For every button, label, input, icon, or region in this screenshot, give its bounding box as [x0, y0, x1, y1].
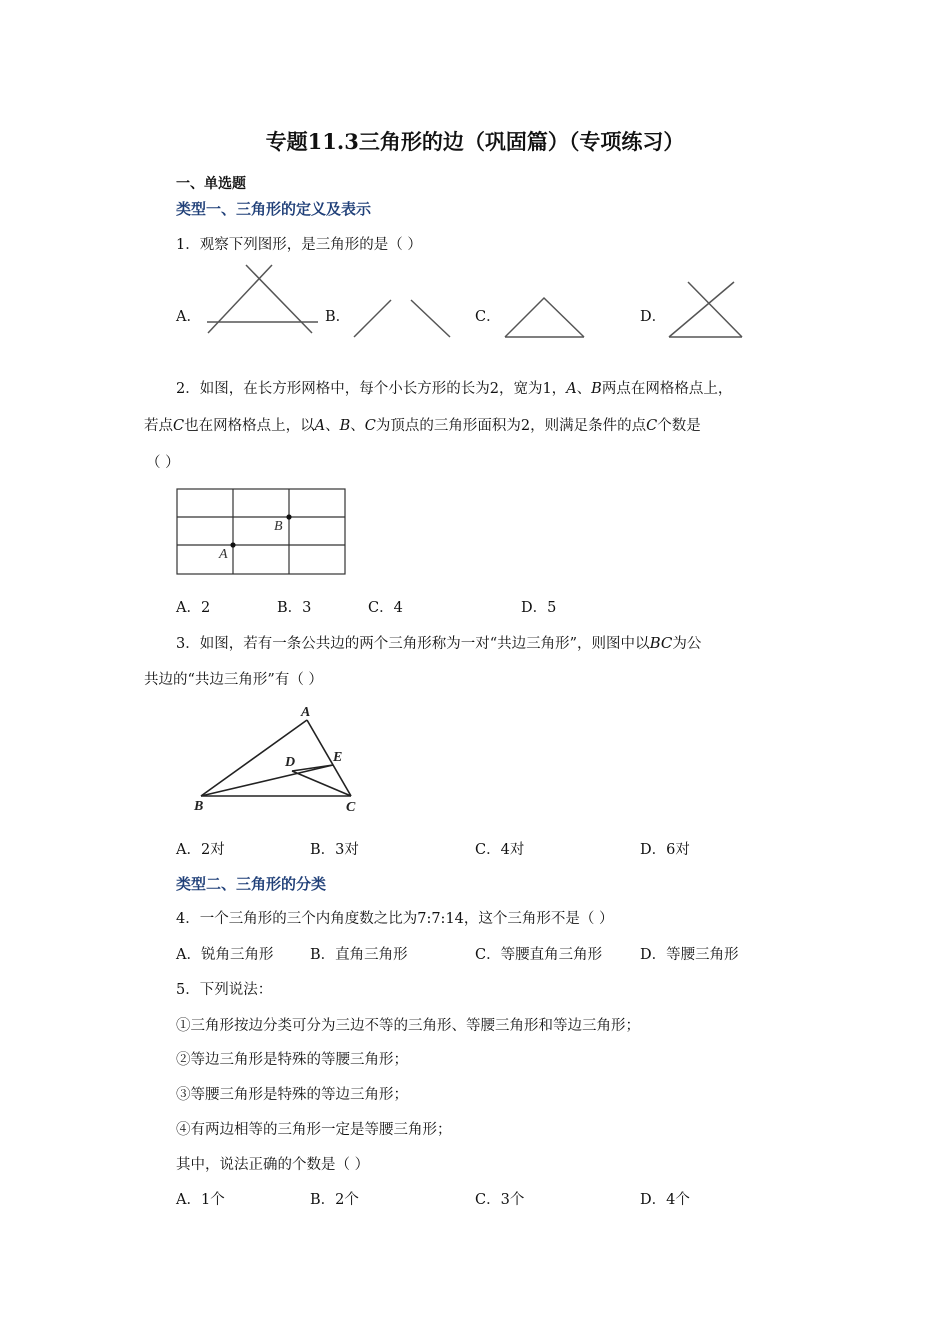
q3-label-d: D: [285, 755, 296, 770]
q2-point-a-2: A: [314, 418, 326, 434]
q4-option-d: D．等腰三角形: [640, 947, 739, 963]
q2-line-2-d: 个数是: [657, 418, 701, 434]
q3-label-c: C: [346, 800, 356, 815]
q4-stem: 4．一个三角形的三个内角度数之比为7:7:14，这个三角形不是（ ）: [176, 911, 614, 927]
q2-line-1-b: 两点在网格格点上，: [601, 381, 733, 397]
q2-option-a: A．2: [176, 600, 211, 616]
q3-bc: BC: [649, 634, 673, 652]
section-heading: 一、单选题: [176, 176, 246, 192]
q5-statement-4: ④有两边相等的三角形一定是等腰三角形；: [176, 1122, 452, 1138]
q5-statement-1: ①三角形按边分类可分为三边不等的三角形、等腰三角形和等边三角形；: [176, 1018, 640, 1034]
type-heading-1: 类型一、三角形的定义及表示: [176, 200, 372, 218]
q1-option-c: C．: [475, 309, 501, 325]
q3-line-1-b: 为公: [672, 636, 702, 652]
q2-sep: 、: [576, 381, 592, 397]
q2-sep-3: 、: [350, 418, 365, 434]
q2-point-a: A: [566, 381, 577, 397]
q2-point-b: B: [591, 381, 602, 397]
q1-option-d: D．: [640, 309, 667, 325]
q2-point-c: C: [173, 418, 185, 434]
q2-label-b: B: [274, 519, 283, 534]
q3-option-c: C．4对: [475, 842, 525, 858]
q2-line-2-b: 也在网格格点上，以: [184, 418, 315, 434]
q3-label-a: A: [301, 705, 311, 720]
q5-option-a: A．1个: [176, 1192, 225, 1208]
q3-label-e: E: [333, 750, 343, 765]
q3-label-b: B: [194, 799, 204, 814]
q4-option-a: A．锐角三角形: [176, 947, 274, 963]
q2-option-c: C．4: [368, 600, 403, 616]
q2-label-a: A: [219, 547, 228, 562]
q4-option-c: C．等腰直角三角形: [475, 947, 603, 963]
type-heading-2: 类型二、三角形的分类: [176, 875, 327, 893]
q5-option-c: C．3个: [475, 1192, 525, 1208]
q2-option-b: B．3: [277, 600, 312, 616]
q5-question: 其中，说法正确的个数是（ ）: [176, 1157, 370, 1173]
q5-option-d: D．4个: [640, 1192, 690, 1208]
q3-line-1-a: 3．如图，若有一条公共边的两个三角形称为一对“共边三角形”，则图中以: [176, 636, 650, 652]
page-title: 专题11.3三角形的边（巩固篇）（专项练习）: [265, 129, 685, 154]
q3-option-b: B．3对: [310, 842, 359, 858]
q5-stem: 5．下列说法：: [176, 982, 273, 998]
q1-option-b: B．: [325, 309, 351, 325]
q2-point-c-2: C: [364, 418, 376, 434]
q2-point-b-2: B: [339, 418, 351, 434]
q3-option-a: A．2对: [176, 842, 225, 858]
q2-sep-2: 、: [325, 418, 340, 434]
q4-option-b: B．直角三角形: [310, 947, 408, 963]
q5-statement-2: ②等边三角形是特殊的等腰三角形；: [176, 1052, 408, 1068]
q5-option-b: B．2个: [310, 1192, 359, 1208]
q1-stem: 1．观察下列图形，是三角形的是（ ）: [176, 237, 422, 253]
q2-line-1-a: 2．如图，在长方形网格中，每个小长方形的长为2，宽为1，: [176, 381, 567, 397]
q2-option-d: D．5: [521, 600, 557, 616]
q3-option-d: D．6对: [640, 842, 690, 858]
q5-statement-3: ③等腰三角形是特殊的等边三角形；: [176, 1087, 408, 1103]
q3-line-2: 共边的“共边三角形”有（ ）: [144, 672, 323, 688]
q1-option-a: A．: [176, 309, 201, 325]
q2-point-c-3: C: [646, 418, 658, 434]
q2-line-3: （ ）: [146, 455, 180, 471]
q2-line-2-c: 为顶点的三角形面积为2，则满足条件的点: [375, 418, 647, 434]
q2-line-2-a: 若点: [144, 418, 173, 434]
